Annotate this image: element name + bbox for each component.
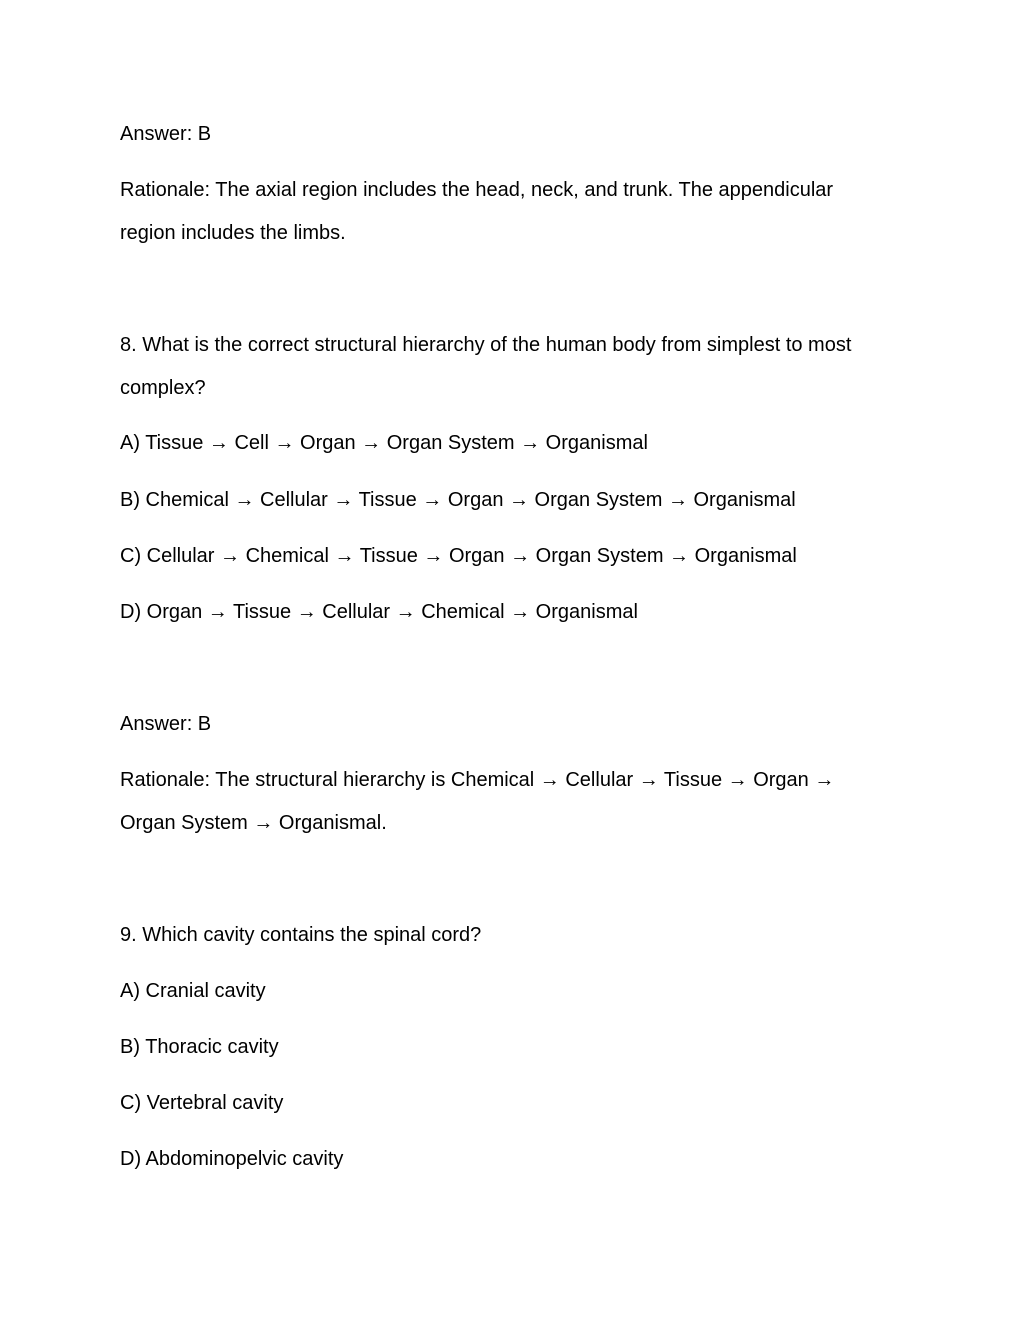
option-d: D) Organ → Tissue → Cellular → Chemical → Organismal <box>120 601 638 623</box>
option-b: B) Thoracic cavity <box>120 1036 279 1058</box>
rationale-text: Rationale: The axial region includes the head, neck, and trunk. The appendicular region includes the limbs. <box>120 179 834 244</box>
option-c: C) Cellular → Chemical → Tissue → Organ → Organ System → Organismal <box>120 545 797 567</box>
option-a: A) Tissue → Cell → Organ → Organ System → Organismal <box>120 432 648 454</box>
answer-text: Answer: B <box>120 713 212 735</box>
option-c: C) Vertebral cavity <box>120 1092 284 1114</box>
question-text: 9. Which cavity contains the spinal cord? <box>120 924 482 946</box>
rationale-text: Rationale: The structural hierarchy is Chemical → Cellular → Tissue → Organ → Organ System → Organismal. <box>120 769 835 834</box>
question-text: 8. What is the correct structural hierarchy of the human body from simplest to most complex? <box>120 334 852 399</box>
option-d: D) Abdominopelvic cavity <box>120 1148 344 1170</box>
option-b: B) Chemical → Cellular → Tissue → Organ → Organ System → Organismal <box>120 489 796 511</box>
answer-text: Answer: B <box>120 123 212 145</box>
option-a: A) Cranial cavity <box>120 980 266 1002</box>
